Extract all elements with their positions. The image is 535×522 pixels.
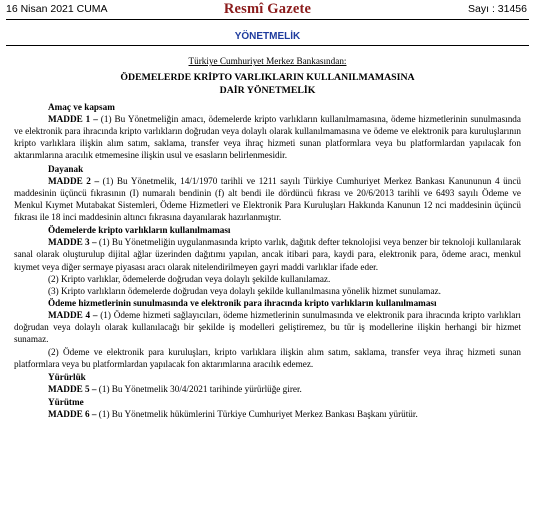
article-label: MADDE 4 – bbox=[48, 310, 98, 321]
article-text: (1) Bu Yönetmelik 30/4/2021 tarihinde yürürlüğe girer. bbox=[96, 384, 302, 395]
heading-effective: Yürürlük bbox=[48, 371, 86, 382]
heading-purpose: Amaç ve kapsam bbox=[48, 101, 115, 112]
article-4-paragraph-2: (2) Ödeme ve elektronik para kuruluşları, kripto varlıklara ilişkin alım satım, saklama, transfer veya ihraç hizmeti sunan platformlara veya bu platformlardan yapılacak fon aktarımlarına aracılık edemez. bbox=[14, 346, 521, 369]
article-text: (1) Ödeme hizmeti sağlayıcıları, ödeme hizmetlerinin sunulmasında ve elektronik para ihracında kripto varlıkları doğrudan veya dolaylı olarak kullanılacağı bir şekilde iş modelleri geliştiremez, bu tür iş modellerine ilişkin herhangi bir hizmet sunamaz. bbox=[14, 310, 521, 345]
gazette-name: Resmî Gazete bbox=[223, 1, 312, 17]
article-label: MADDE 3 – bbox=[48, 237, 97, 248]
article-3-paragraph-2: (2) Kripto varlıklar, ödemelerde doğrudan veya dolaylı şekilde kullanılamaz. bbox=[48, 273, 331, 284]
heading-article-3: Ödemelerde kripto varlıkların kullanılmaması bbox=[48, 225, 231, 236]
article-5 bbox=[14, 383, 521, 395]
article-3 bbox=[14, 236, 521, 272]
heading-basis: Dayanak bbox=[48, 163, 84, 174]
article-label: MADDE 1 – bbox=[48, 113, 98, 124]
article-label: MADDE 2 – bbox=[48, 175, 100, 186]
heading-execution: Yürütme bbox=[48, 397, 84, 408]
article-4 bbox=[14, 309, 521, 345]
article-label: MADDE 5 – bbox=[48, 384, 97, 395]
issuer-line: Türkiye Cumhuriyet Merkez Bankasından: bbox=[188, 56, 347, 67]
issue-number: Sayı : 31456 bbox=[468, 3, 527, 15]
article-text: (1) Bu Yönetmelik, 14/1/1970 tarihli ve 1211 sayılı Türkiye Cumhuriyet Merkez Bankası Kanununun 4 üncü maddesinin üçüncü fıkrasının (I) numaralı bendinin (f) alt bendi ile dördüncü fıkrası ve 20/6/2013 tarihli ve 6493 sayılı Ödeme ve Menkul Kıymet Mutabakat Sistemleri, Ödeme Hizmetleri ve Elektronik Para Kuruluşları Hakkında Kanunun 12 nci maddesinin üçüncü fıkrası ile 18 inci maddesinin altıncı fıkrasına dayanılarak hazırlanmıştır. bbox=[14, 175, 521, 223]
article-text: (1) Bu Yönetmelik hükümlerini Türkiye Cumhuriyet Merkez Bankası Başkanı yürütür. bbox=[96, 409, 418, 420]
issue-date: 16 Nisan 2021 CUMA bbox=[6, 3, 108, 15]
gazette-header bbox=[6, 0, 529, 20]
document-body bbox=[0, 55, 535, 420]
article-6 bbox=[14, 408, 521, 420]
article-2 bbox=[14, 175, 521, 224]
article-label: MADDE 6 – bbox=[48, 409, 97, 420]
section-title: YÖNETMELİK bbox=[6, 30, 529, 46]
regulation-title bbox=[14, 72, 521, 96]
heading-article-4: Ödeme hizmetlerinin sunulmasında ve elektronik para ihracında kripto varlıkların kullanılmaması bbox=[48, 298, 437, 309]
article-text: (1) Bu Yönetmeliğin amacı, ödemelerde kripto varlıkların kullanılmamasına, ödeme hizmetlerinin sunulmasında ve elektronik para ihracında kripto varlıkların doğrudan veya dolaylı olarak kullanılmamasına ve ödeme ve elektronik para kuruluşlarının kripto varlıklara ilişkin alım satım, saklama, transfer veya ihraç hizmeti sunan platformlara veya bu platformlardan yapılacak fon aktarımlarına aracılık etmemesine ilişkin usul ve esasların belirlenmesidir. bbox=[14, 113, 521, 161]
title-line-2: DAİR YÖNETMELİK bbox=[219, 84, 316, 96]
article-3-paragraph-3: (3) Kripto varlıkların ödemelerde doğrudan veya dolaylı şekilde kullanılmasına yönelik hizmet sunulamaz. bbox=[48, 285, 441, 296]
article-text: (1) Bu Yönetmeliğin uygulanmasında kripto varlık, dağıtık defter teknolojisi veya benzer bir teknoloji kullanılarak sanal olarak oluşturulup dijital ağlar üzerinden dağıtımı yapılan, ancak itibari para, kaydi para, elektronik para, ödeme aracı, menkul kıymet veya diğer sermaye piyasası aracı olarak nitelendirilmeyen gayri maddi varlıklar ifade eder. bbox=[14, 237, 521, 272]
article-1 bbox=[14, 113, 521, 162]
title-line-1: ÖDEMELERDE KRİPTO VARLIKLARIN KULLANILMAMASINA bbox=[120, 72, 415, 84]
